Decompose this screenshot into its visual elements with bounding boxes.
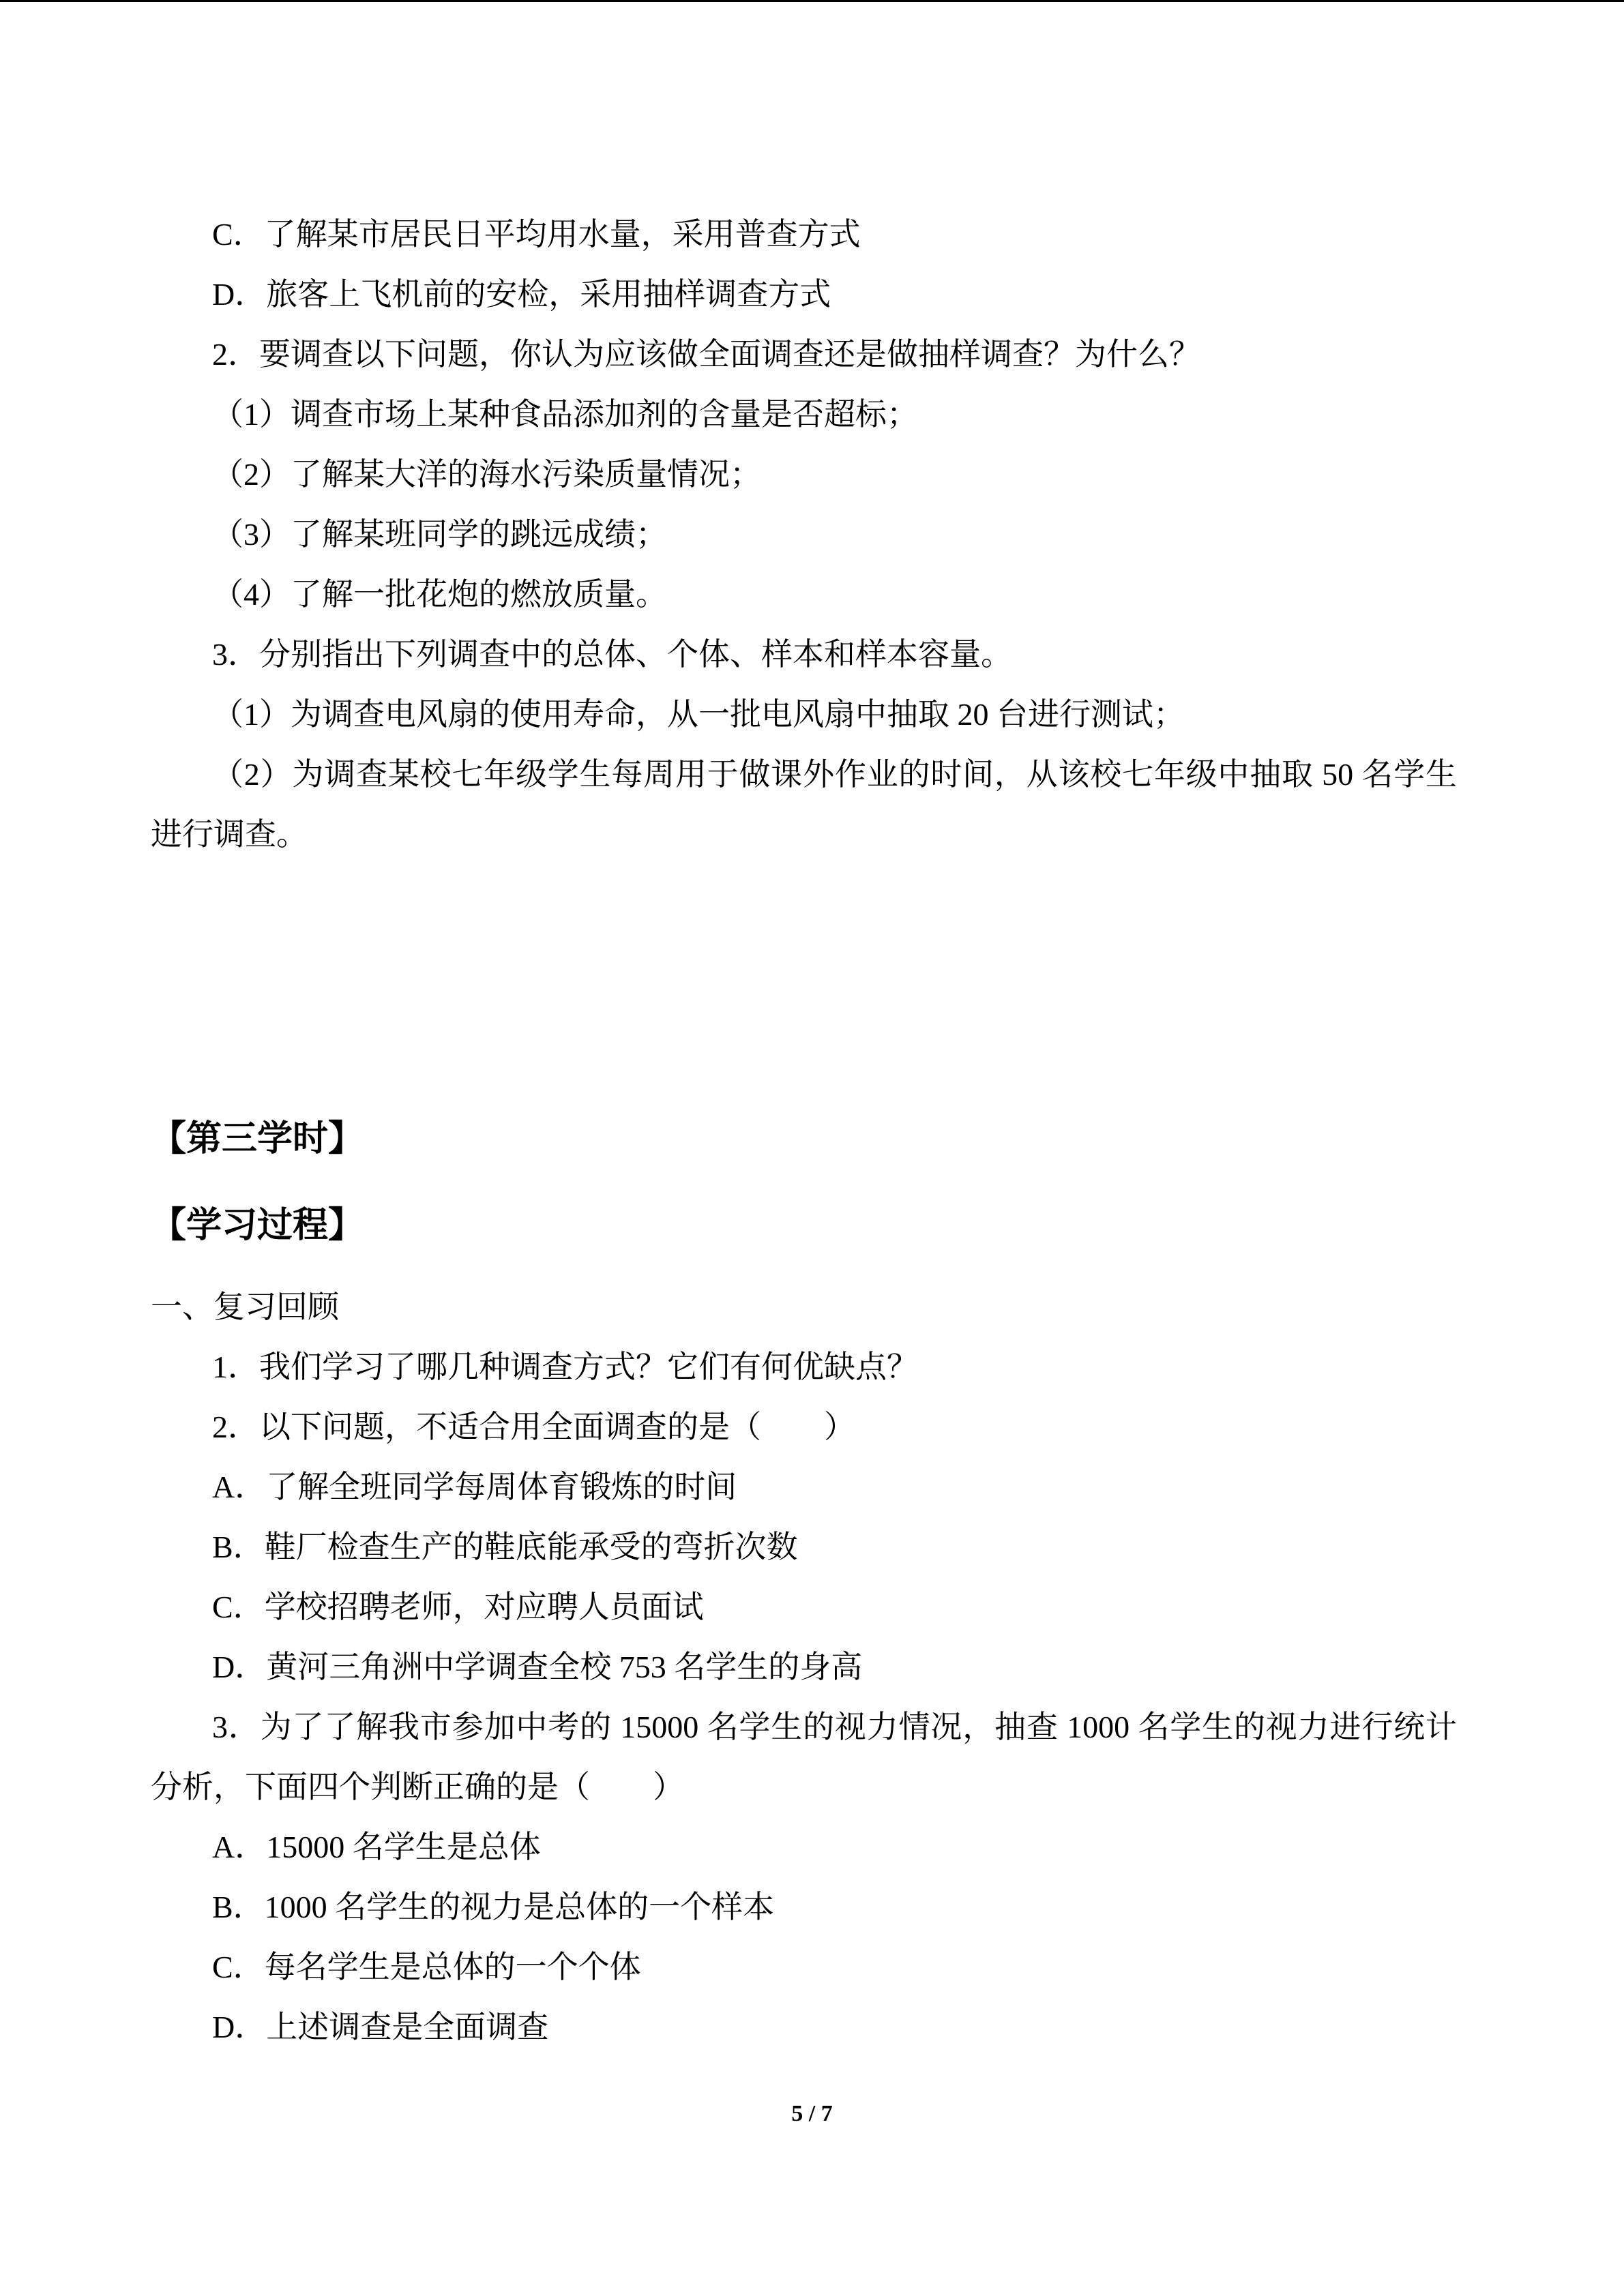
review-q3-option-a: A．15000 名学生是总体 (212, 1830, 541, 1864)
learning-process-heading: 【学习过程】 (151, 1206, 364, 1245)
exercise-q2-item-2: （2）了解某大洋的海水污染质量情况； (212, 457, 761, 492)
page-top-border (0, 0, 1624, 2)
review-q2-option-a: A．了解全班同学每周体育锻炼的时间 (212, 1470, 737, 1504)
lesson-heading: 【第三学时】 (151, 1119, 364, 1159)
review-q3-option-d: D．上述调查是全面调查 (212, 2010, 549, 2044)
review-q2-option-b: B．鞋厂检查生产的鞋底能承受的弯折次数 (212, 1530, 798, 1564)
exercise-q2-item-3: （3）了解某班同学的跳远成绩； (212, 517, 667, 552)
review-q1: 1．我们学习了哪几种调查方式？它们有何优缺点？ (212, 1350, 918, 1384)
exercise-q2-item-4: （4）了解一批花炮的燃放质量。 (212, 577, 667, 612)
review-q2-stem: 2．以下问题，不适合用全面调查的是（ ） (212, 1410, 855, 1444)
exercise-q3-item-1: （1）为调查电风扇的使用寿命，从一批电风扇中抽取 20 台进行测试； (212, 697, 1185, 732)
review-q3-option-b: B．1000 名学生的视力是总体的一个样本 (212, 1890, 775, 1924)
section-title-review: 一、复习回顾 (151, 1289, 339, 1324)
exercise-q3-stem: 3．分别指出下列调查中的总体、个体、样本和样本容量。 (212, 637, 1012, 672)
review-q3-stem: 3．为了了解我市参加中考的 15000 名学生的视力情况，抽查 1000 名学生的视力进行统计分析，下面四个判断正确的是（ ） (151, 1710, 1457, 1804)
exercise-q3-item-2: （2）为调查某校七年级学生每周用于做课外作业的时间，从该校七年级中抽取 50 名学生进行调查。 (151, 757, 1457, 852)
review-q2-option-d: D．黄河三角洲中学调查全校 753 名学生的身高 (212, 1650, 863, 1684)
review-q2-option-c: C．学校招聘老师，对应聘人员面试 (212, 1590, 704, 1624)
exercise-q1-option-c: C．了解某市居民日平均用水量，采用普查方式 (212, 217, 861, 252)
exercise-q2-stem: 2．要调查以下问题，你认为应该做全面调查还是做抽样调查？为什么？ (212, 337, 1200, 372)
page-number: 5 / 7 (791, 2101, 833, 2126)
exercise-q1-option-d: D．旅客上飞机前的安检，采用抽样调查方式 (212, 277, 831, 312)
review-q3-option-c: C．每名学生是总体的一个个体 (212, 1950, 641, 1984)
exercise-q2-item-1: （1）调查市场上某种食品添加剂的含量是否超标； (212, 397, 918, 432)
